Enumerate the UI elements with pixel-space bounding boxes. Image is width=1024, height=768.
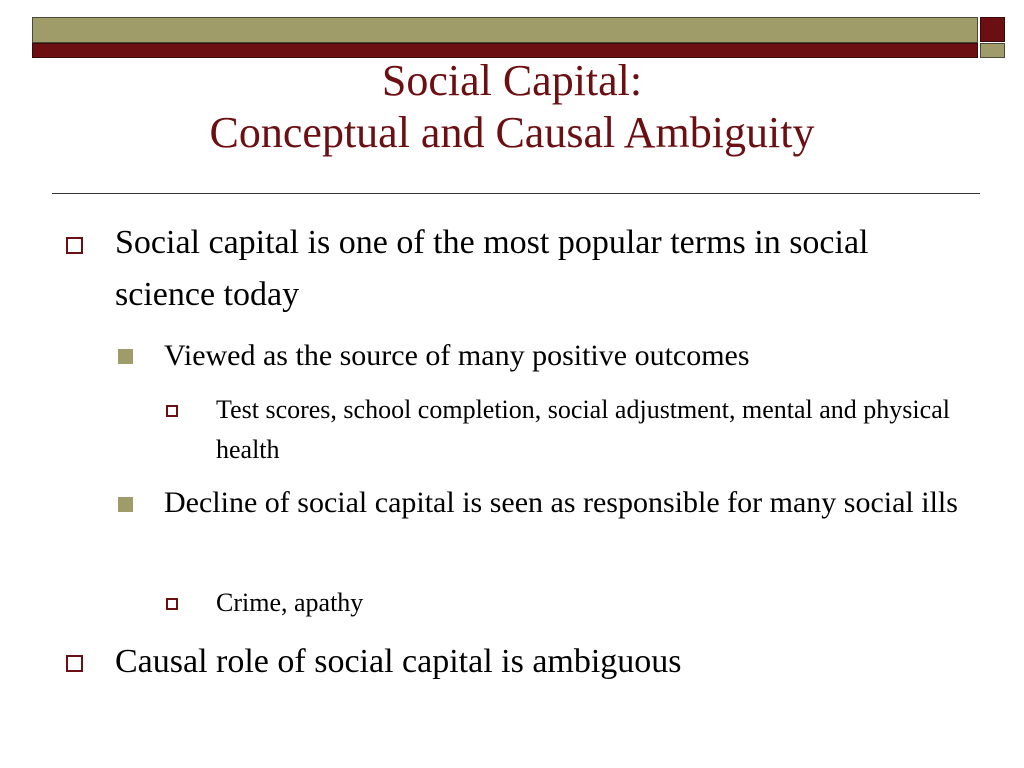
title-line-1: Social Capital: [381,56,643,105]
bullet-item-1: Social capital is one of the most popular terms in social science today [115,224,869,313]
bullet-solid-square-icon [118,497,133,512]
bullet-hollow-square-icon [166,598,178,610]
bullet-hollow-square-icon [66,237,83,254]
title-line-2: Conceptual and Causal Ambiguity [209,108,815,157]
bullet-item-3: Test scores, school completion, social adjustment, mental and physical health [216,395,950,464]
bullet-hollow-square-icon [66,655,83,672]
bullet-item-4: Decline of social capital is seen as responsible for many social ills [164,486,958,519]
bullet-solid-square-icon [118,349,133,364]
bullet-item-2: Viewed as the source of many positive outcomes [164,339,750,372]
bullet-hollow-square-icon [166,405,178,417]
bullet-item-5: Crime, apathy [216,588,364,617]
bullet-item-6: Causal role of social capital is ambiguous [115,643,682,680]
